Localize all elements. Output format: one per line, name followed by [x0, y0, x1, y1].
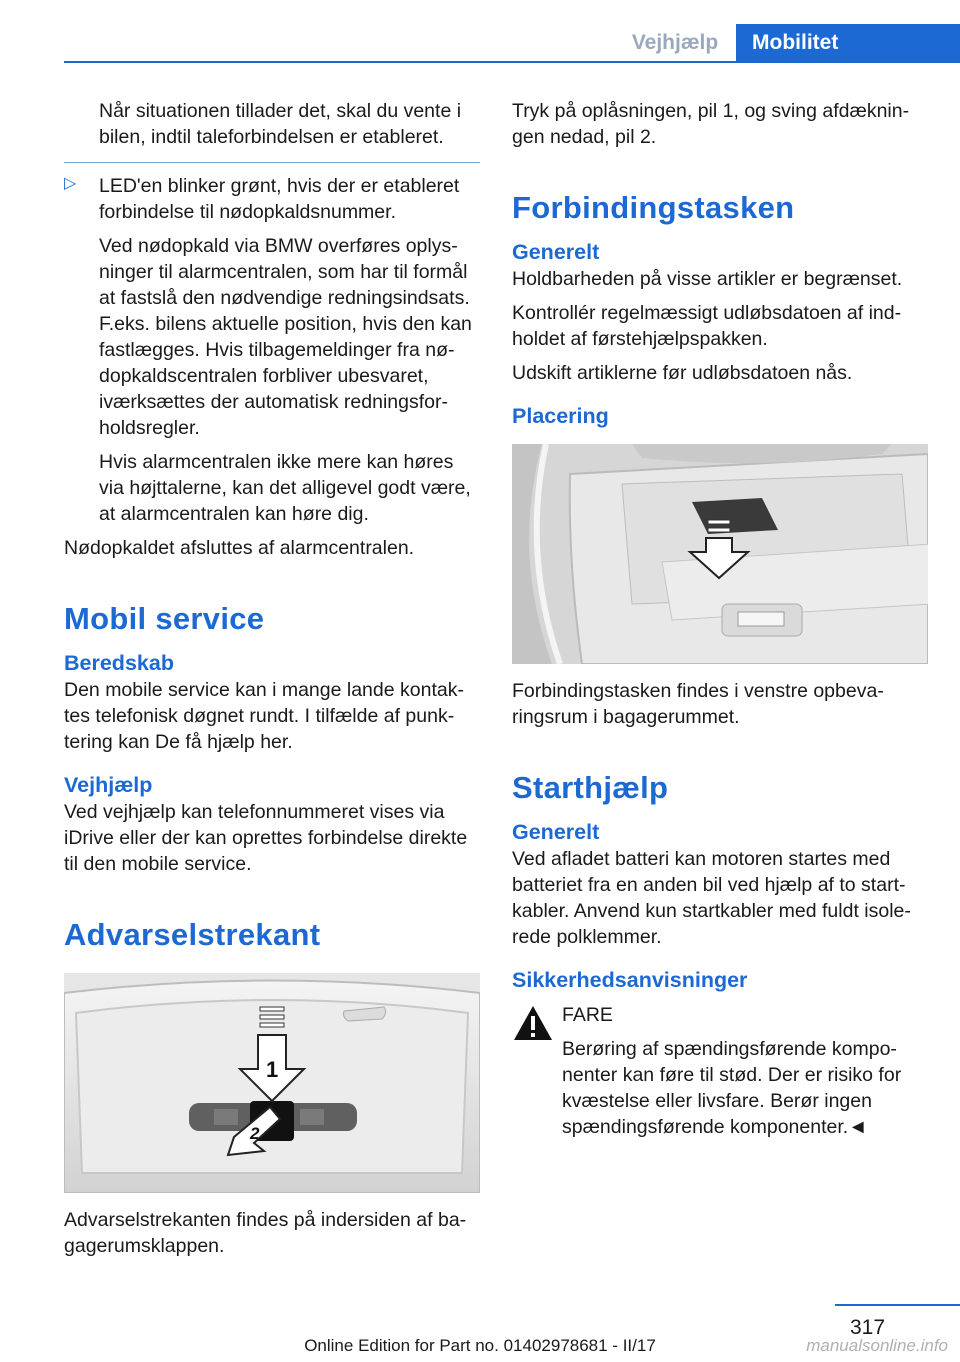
- paragraph-holdbarhed: Holdbarheden på visse artikler er begrænset.: [512, 268, 903, 290]
- header-tab-mobilitet: Mobilitet: [736, 24, 960, 62]
- heading-placering: Placering: [512, 404, 609, 428]
- warning-title: FARE: [562, 1004, 613, 1026]
- paragraph-vejhjaelp: Ved vejhjælp kan telefonnummeret vises via iDrive eller der kan oprettes forbindelse direkte til den mobile service.: [64, 801, 468, 875]
- triangle-bullet-icon: ▷: [64, 175, 77, 192]
- heading-starthjaelp: Starthjælp: [512, 770, 669, 805]
- warning-box: [512, 1002, 928, 1028]
- paragraph-udskift: Udskift artiklerne før udløbsdatoen nås.: [512, 362, 853, 384]
- figure-trunk-storage: [512, 444, 928, 664]
- heading-forbindingstasken: Forbindingstasken: [512, 190, 795, 225]
- footer-edition: Online Edition for Part no. 01402978681 - II/17: [304, 1336, 656, 1355]
- list-divider: [64, 162, 480, 163]
- paragraph-unlock: Tryk på oplåsningen, pil 1, og sving afdækningen nedad, pil 2.: [512, 100, 910, 148]
- heading-advarselstrekant: Advarselstrekant: [64, 917, 321, 952]
- paragraph-wait: Når situationen tillader det, skal du vente i bilen, indtil taleforbindelsen er etableret.: [99, 100, 462, 148]
- paragraph-starthjaelp: Ved afladet batteri kan motoren startes med batteriet fra en anden bil ved hjælp af to startkabler. Anvend kun startkabler med fuldt isolerede polklemmer.: [512, 848, 911, 948]
- warning-triangle-icon: [512, 1004, 554, 1042]
- paragraph-alarm-hear: Hvis alarmcentralen ikke mere kan høres via højttalerne, kan det alligevel godt være, at alarmcentralen kan høre dig.: [99, 451, 471, 525]
- bullet-led: [64, 173, 480, 225]
- left-column: [64, 98, 480, 1259]
- paragraph-placering: Forbindingstasken findes i venstre opbevaringsrum i bagagerummet.: [512, 680, 884, 728]
- figure-label-2: 2: [250, 1124, 260, 1143]
- paragraph-bmw-emergency: Ved nødopkald via BMW overføres oplysninger til alarmcentralen, som har til formål at fastslå den nødvendige redningsindsats. F.eks. bilens aktuelle position, hvis den kan fastlægges. Hvis tilbagemeldinger fra nødopkaldscentralen forbliver ubesvaret, iværksættes der automatisk redningsforholdsregler.: [99, 235, 472, 439]
- paragraph-advarsel: Advarselstrekanten findes på indersiden af bagagerumsklappen.: [64, 1209, 467, 1257]
- figure-label-1: 1: [266, 1057, 279, 1082]
- heading-vejhjaelp: Vejhjælp: [64, 773, 153, 797]
- heading-generelt-1: Generelt: [512, 240, 600, 264]
- heading-beredskab: Beredskab: [64, 651, 174, 675]
- heading-generelt-2: Generelt: [512, 820, 600, 844]
- figure-trunk-lid: [64, 973, 480, 1193]
- watermark: manualsonline.info: [806, 1336, 948, 1355]
- paragraph-call-ended: Nødopkaldet afsluttes af alarmcentralen.: [64, 537, 415, 559]
- paragraph-beredskab: Den mobile service kan i mange lande kontaktes telefonisk døgnet rundt. I tilfælde af punktering kan De få hjælp her.: [64, 679, 464, 753]
- heading-mobil-service: Mobil service: [64, 601, 265, 636]
- right-column: [512, 98, 928, 1140]
- heading-sikkerhedsanvisninger: Sikkerhedsanvisninger: [512, 968, 748, 992]
- header-rule: [64, 61, 960, 63]
- paragraph-kontroller: Kontrollér regelmæssigt udløbsdatoen af indholdet af førstehjælpspakken.: [512, 302, 902, 350]
- bullet-led-text: LED'en blinker grønt, hvis der er etableret forbindelse til nødopkaldsnummer.: [99, 175, 460, 223]
- header-tab-vejhjaelp: Vejhjælp: [631, 31, 719, 54]
- footer-rule: [835, 1304, 960, 1306]
- page-number: 317: [850, 1316, 886, 1339]
- warning-text-first: Berøring af spændingsførende komponenter kan føre til stød. Der er risiko for kvæstelse eller livsfare. Berør ingen spændingsførende komponenter.◄: [562, 1038, 902, 1138]
